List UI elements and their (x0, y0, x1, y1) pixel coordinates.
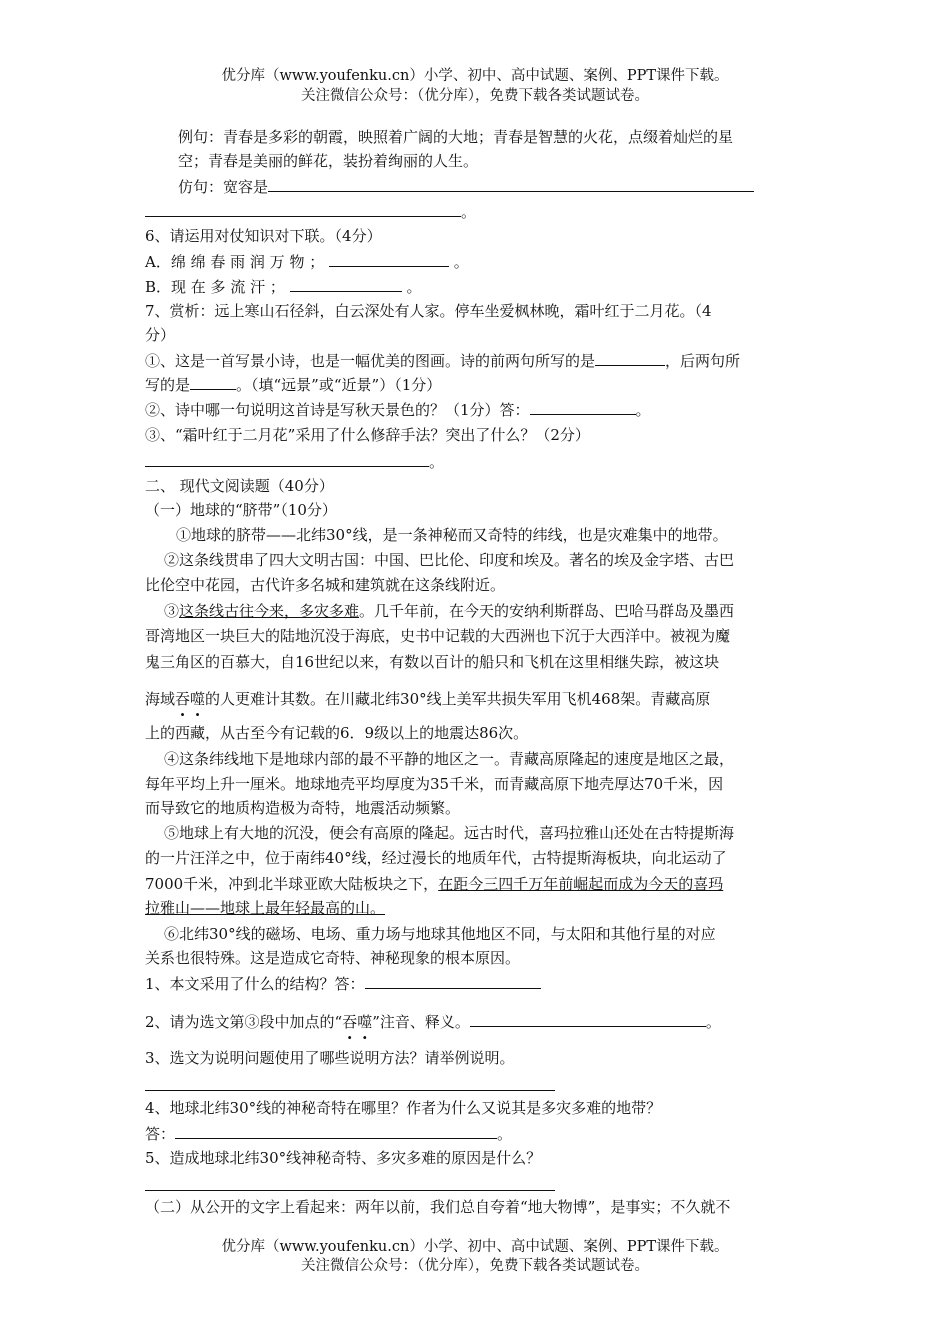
q6-a (145, 250, 810, 273)
passage-p5c (145, 873, 810, 895)
q7-title-1: 7、赏析：远上寒山石径斜，白云深处有人家。停车坐爱枫林晚，霜叶红于二月花。（4 (145, 302, 712, 320)
passage-p6b: 关系也很特殊。这是造成它奇特、神秘现象的根本原因。 (145, 949, 521, 967)
section2-sub1: （一）地球的“脐带”（10分） (145, 501, 337, 519)
imitate-line-2 (145, 200, 810, 223)
q2-dotted-tun: 吞 (342, 1013, 358, 1031)
footer-line-1: 优分库（www.youfenku.cn）小学、初中、高中试题、案例、PPT课件下载。 (221, 1239, 729, 1255)
question-5: 5、造成地球北纬30°线神秘奇特、多灾多难的原因是什么？ (145, 1149, 542, 1167)
p5c-underlined: 在距今三四千万年前崛起而成为今天的喜玛 (438, 875, 724, 893)
passage-p3b: 哥湾地区一块巨大的陆地沉没于海底，史书中记载的大西洲也下沉于大西洋中。被视为魔 (145, 627, 731, 645)
q6-b-text: B．现 在 多 流 汗 ； (145, 278, 285, 296)
q7-s1-line-2 (145, 373, 810, 396)
passage-p2b: 比伦空中花园，古代许多名城和建筑就在这条线附近。 (145, 576, 506, 594)
passage-p5b: 的一片汪洋之中，位于南纬40°线，经过漫长的地质年代，古特提斯海板块，向北运动了 (145, 849, 727, 867)
passage-p4b: 每年平均上升一厘米。地球地壳平均厚度为35千米，而青藏高原下地壳厚达70千米，因 (145, 775, 724, 793)
q7-s1-line-1 (145, 349, 810, 372)
section2-title: 二、 现代文阅读题（40分） (145, 477, 334, 495)
q7-s1-text-b: ，后两句所 (665, 352, 741, 370)
q7-s1-text-c: 写的是 (145, 376, 191, 394)
question-4-answer-label: 答： (145, 1125, 176, 1143)
q7-s2 (145, 398, 810, 421)
q6-a-text: A．绵 绵 春 雨 润 万 物 ； (145, 253, 325, 271)
q6-b-end: 。 (406, 278, 422, 296)
question-4-end: 。 (497, 1125, 513, 1143)
passage-p3d (145, 688, 810, 710)
imitate-blank-2 (145, 200, 461, 217)
passage-p2a: ②这条线贯串了四大文明古国：中国、巴比伦、印度和埃及。著名的埃及金字塔、古巴 (164, 551, 735, 569)
q2-dotted-shi: 噬 (357, 1013, 373, 1031)
q6-b (145, 275, 810, 298)
q7-s2-text: ②、诗中哪一句说明这首诗是写秋天景色的？（1分）答： (145, 401, 530, 419)
question-2-blank (470, 1010, 706, 1027)
passage-p4c: 而导致它的地质构造极为奇特，地震活动频繁。 (145, 799, 461, 817)
question-4b (145, 1122, 810, 1145)
example-line-2: 空；青春是美丽的鲜花，装扮着绚丽的人生。 (178, 152, 479, 170)
question-2-end: 。 (705, 1013, 721, 1031)
q7-s1-blank-1 (595, 349, 665, 366)
question-1-text: 1、本文采用了什么的结构？答： (145, 975, 365, 993)
passage-p3a (164, 600, 829, 622)
p3a-post: 。几千年前，在今天的安纳利斯群岛、巴哈马群岛及墨西 (359, 602, 735, 620)
q7-s2-blank (530, 398, 636, 415)
question-3-answer-line (145, 1090, 555, 1091)
question-2 (145, 1010, 810, 1033)
q7-title-2: 分） (145, 326, 176, 344)
example-line-1: 例句：青春是多彩的朝霞，映照着广阔的大地；青春是智慧的火花，点缀着灿烂的星 (178, 128, 734, 146)
question-4-blank (175, 1122, 497, 1139)
passage-p3c: 鬼三角区的百慕大，自16世纪以来，有数以百计的船只和飞机在这里相继失踪，被这块 (145, 653, 720, 671)
next-passage-intro: （二）从公开的文字上看起来：两年以前，我们总自夸着“地大物博”，是事实；不久就不 (145, 1198, 731, 1216)
passage-p4a: ④这条纬线地下是地球内部的最不平静的地区之一。青藏高原隆起的速度是地区之最， (164, 750, 735, 768)
question-1 (145, 972, 810, 995)
imitate-line (178, 175, 843, 198)
question-5-answer-line (145, 1190, 555, 1191)
p3a-pre: ③ (164, 602, 180, 620)
p3d-pre: 海域 (145, 690, 176, 708)
passage-p3e: 上的西藏，从古至今有记载的6．9级以上的地震达86次。 (145, 724, 529, 742)
q7-s3-end: 。 (429, 453, 445, 471)
q6-title: 6、请运用对仗知识对下联。（4分） (145, 227, 382, 245)
header-line-1: 优分库（www.youfenku.cn）小学、初中、高中试题、案例、PPT课件下载。 (221, 68, 729, 84)
q6-b-blank (290, 275, 402, 292)
p5c-pre: 7000千米，冲到北半球亚欧大陆板块之下， (145, 875, 439, 893)
q6-a-end: 。 (453, 253, 469, 271)
q7-s2-end: 。 (635, 401, 651, 419)
q6-a-blank (329, 250, 449, 267)
question-2-pre: 2、请为选文第③段中加点的“ (145, 1013, 343, 1031)
imitate-blank (268, 175, 754, 192)
passage-p6a: ⑥北纬30°线的磁场、电场、重力场与地球其他地区不同，与太阳和其他行星的对应 (164, 925, 716, 943)
dotted-char-tun: 吞 (175, 690, 191, 708)
header-line-2: 关注微信公众号：（优分库），免费下载各类试题试卷。 (301, 88, 649, 104)
question-2-post: ”注音、释义。 (372, 1013, 470, 1031)
footer-line-2: 关注微信公众号：（优分库），免费下载各类试题试卷。 (301, 1258, 649, 1274)
q7-s3-blank (145, 450, 429, 467)
passage-p5d (145, 897, 810, 919)
p5d-underlined: 拉雅山——地球上最年轻最高的山。 (145, 899, 386, 917)
q7-s1-text-a: ①、这是一首写景小诗，也是一幅优美的图画。诗的前两句所写的是 (145, 352, 596, 370)
imitate-label: 仿句：宽容是 (178, 178, 269, 196)
question-1-blank (365, 972, 541, 989)
p3a-underlined: 这条线古往今来，多灾多难 (179, 602, 360, 620)
passage-p5a: ⑤地球上有大地的沉没，便会有高原的隆起。远古时代，喜玛拉雅山还处在古特提斯海 (164, 824, 735, 842)
imitate-end: 。 (461, 203, 477, 221)
dotted-char-shi: 噬 (190, 690, 206, 708)
question-4a: 4、地球北纬30°线的神秘奇特在哪里？作者为什么又说其是多灾多难的地带？ (145, 1099, 662, 1117)
question-3: 3、选文为说明问题使用了哪些说明方法？请举例说明。 (145, 1049, 515, 1067)
q7-s3-answer (145, 450, 810, 473)
q7-s3: ③、“霜叶红于二月花”采用了什么修辞手法？突出了什么？（2分） (145, 426, 590, 444)
passage-p1: ①地球的脐带——北纬30°线，是一条神秘而又奇特的纬线，也是灾难集中的地带。 (176, 526, 728, 544)
p3d-post: 的人更难计其数。在川藏北纬30°线上美军共损失军用飞机468架。青藏高原 (205, 690, 711, 708)
q7-s1-text-d: 。（填“远景”或“近景”）（1分） (236, 376, 442, 394)
q7-s1-blank-2 (190, 373, 236, 390)
